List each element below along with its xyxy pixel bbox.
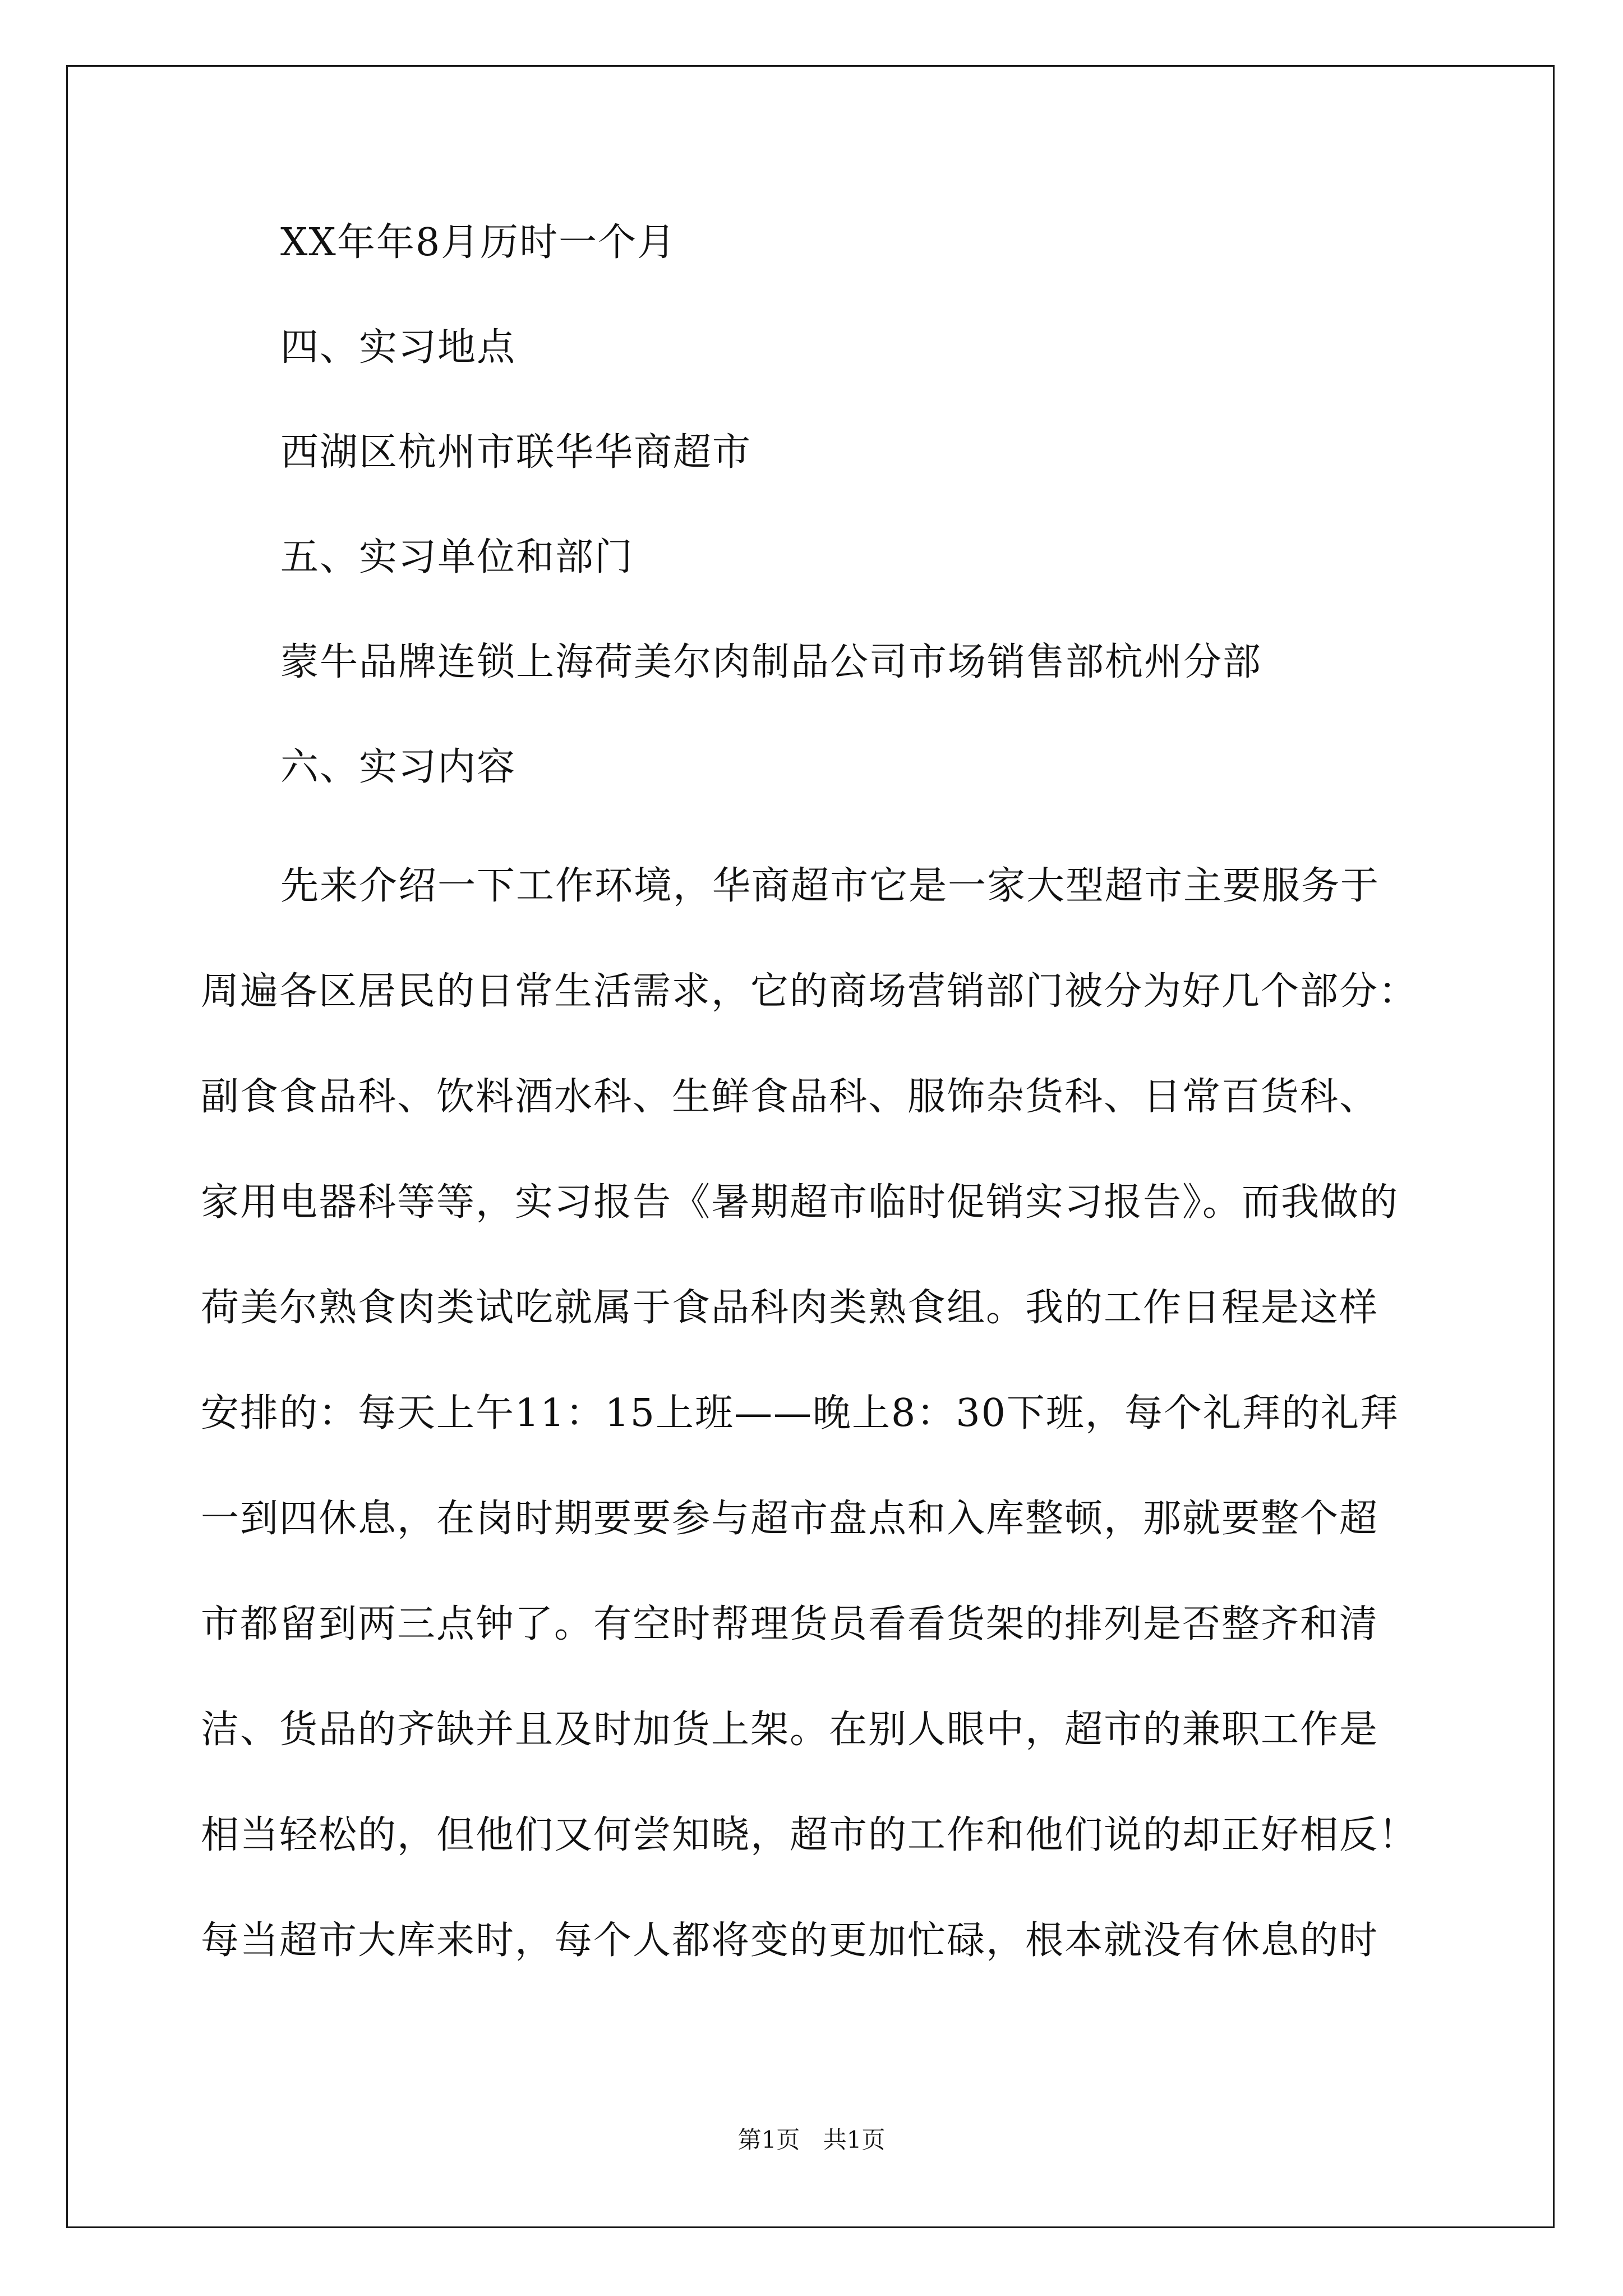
date-line: XX年年8月历时一个月 bbox=[280, 220, 677, 265]
paragraph-line: 每当超市大库来时，每个人都将变的更加忙碌，根本就没有休息的时 bbox=[201, 1918, 1379, 1963]
section-heading-5: 五、实习单位和部门 bbox=[280, 535, 634, 579]
paragraph-line: 家用电器科等等，实习报告《暑期超市临时促销实习报告》。而我做的 bbox=[201, 1180, 1399, 1225]
section-heading-6: 六、实习内容 bbox=[280, 745, 517, 789]
paragraph-line: 洁、货品的齐缺并且及时加货上架。在别人眼中，超市的兼职工作是 bbox=[201, 1708, 1379, 1752]
paragraph-line: 副食食品科、饮料酒水科、生鲜食品科、服饰杂货科、日常百货科、 bbox=[201, 1075, 1379, 1119]
paragraph-line: 先来介绍一下工作环境，华商超市它是一家大型超市主要服务于 bbox=[280, 864, 1380, 908]
paragraph-line: 市都留到两三点钟了。有空时帮理货员看看货架的排列是否整齐和清 bbox=[201, 1602, 1379, 1646]
paragraph-line: 相当轻松的，但他们又何尝知晓，超市的工作和他们说的却正好相反！ bbox=[201, 1813, 1418, 1857]
page-number: 第1页 bbox=[737, 2126, 800, 2154]
paragraph-line: 一到四休息，在岗时期要要参与超市盘点和入库整顿，那就要整个超 bbox=[201, 1497, 1379, 1541]
page-border bbox=[66, 65, 1555, 2228]
location-line: 西湖区杭州市联华华商超市 bbox=[280, 430, 752, 475]
page-total: 共1页 bbox=[823, 2126, 886, 2154]
page-footer bbox=[0, 2123, 1623, 2157]
paragraph-line: 安排的：每天上午11：15上班——晚上8：30下班，每个礼拜的礼拜 bbox=[201, 1391, 1399, 1435]
unit-line: 蒙牛品牌连锁上海荷美尔肉制品公司市场销售部杭州分部 bbox=[280, 640, 1262, 684]
paragraph-line: 周遍各区居民的日常生活需求，它的商场营销部门被分为好几个部分： bbox=[201, 969, 1418, 1014]
section-heading-4: 四、实习地点 bbox=[280, 325, 517, 370]
paragraph-line: 荷美尔熟食肉类试吃就属于食品科肉类熟食组。我的工作日程是这样 bbox=[201, 1286, 1379, 1330]
